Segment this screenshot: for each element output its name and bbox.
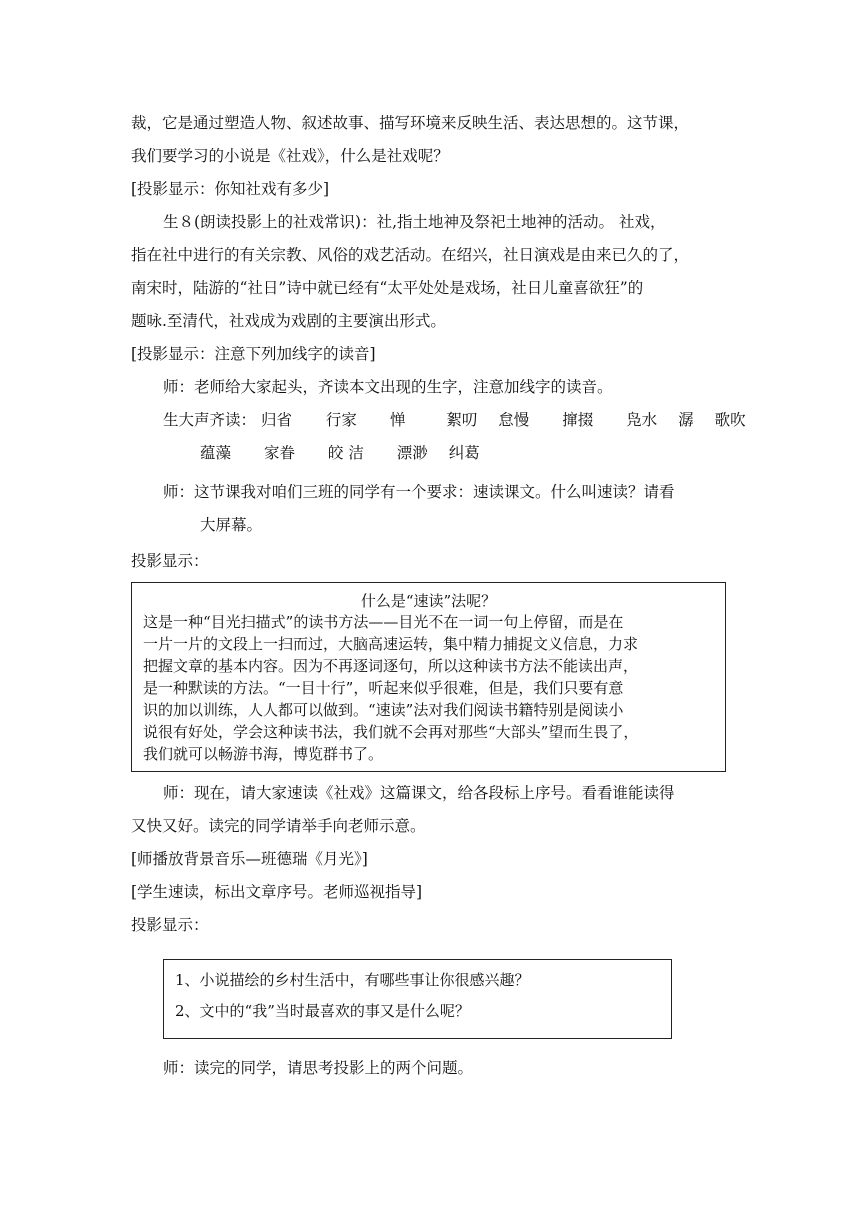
box-line: 把握文章的基本内容。因为不再逐词逐句，所以这种读书方法不能读出声，: [143, 657, 639, 675]
paragraph-line: 师：读完的同学，请思考投影上的两个问题。: [163, 1059, 474, 1077]
vocab-word: 漂渺: [396, 444, 428, 462]
paragraph-line: 指在社中进行的有关宗教、风俗的戏艺活动。在绍兴，社日演戏是由来已久的了，: [131, 246, 690, 264]
projection-label: 投影显示：: [131, 552, 209, 570]
paragraph-line: 裁，它是通过塑造人物、叙述故事、描写环境来反映生活、表达思想的。这节课，: [131, 114, 690, 132]
speed-reading-box: [131, 582, 726, 772]
vocab-word: 歌吹: [714, 411, 746, 429]
box-line: 说很有好处，学会这种读书法，我们就不会再对那些“大部头”望而生畏了，: [143, 723, 639, 741]
box-line: 这是一种“目光扫描式”的读书方法——目光不在一词一句上停留，而是在: [143, 613, 624, 631]
paragraph-line: 师：现在，请大家速读《社戏》这篇课文，给各段标上序号。看看谁能读得: [163, 784, 675, 802]
box-title: 什么是“速读”法呢？: [360, 592, 497, 610]
paragraph-line: 南宋时，陆游的“社日”诗中就已经有“太平处处是戏场，社日儿童喜欲狂”的: [131, 279, 644, 297]
projection-label: 投影显示：: [131, 916, 209, 934]
projection-note: [投影显示：你知社戏有多少]: [131, 180, 330, 198]
vocab-lead: 生大声齐读：: [163, 411, 257, 429]
vocab-word: 怠慢: [498, 411, 530, 429]
vocab-row-1: [163, 409, 746, 431]
box-line: 识的加以训练，人人都可以做到。“速读”法对我们阅读书籍特别是阅读小: [143, 701, 624, 719]
box-line: 一片一片的文段上一扫而过，大脑高速运转，集中精力捕捉文义信息，力求: [143, 635, 639, 653]
paragraph-line: 题咏.至清代，社戏成为戏剧的主要演出形式。: [131, 312, 446, 330]
question-item: 1、小说描绘的乡村生活中，有哪些事让你很感兴趣？: [175, 971, 530, 989]
stage-direction: [学生速读，标出文章序号。老师巡视指导]: [131, 883, 423, 901]
paragraph-line: 师：这节课我对咱们三班的同学有一个要求：速读课文。什么叫速读？请看: [163, 483, 675, 501]
vocab-word: 凫水: [626, 411, 658, 429]
paragraph-line: 生８(朗读投影上的社戏常识)：社,指土地神及祭祀土地神的活动。 社戏，: [163, 213, 666, 231]
vocab-word: 潺: [678, 411, 694, 429]
paragraph-line: 大屏幕。: [200, 516, 263, 534]
box-line: 是一种默读的方法。“一目十行”，听起来似乎很难，但是，我们只要有意: [143, 679, 624, 697]
vocab-word: 惮: [389, 411, 406, 429]
vocab-word: 家眷: [263, 444, 295, 462]
vocab-word: 纠葛: [448, 444, 480, 462]
vocab-word: 归省: [260, 411, 292, 429]
vocab-word: 撺掇: [562, 411, 594, 429]
paragraph-line: 又快又好。读完的同学请举手向老师示意。: [131, 817, 426, 835]
question-box: [163, 959, 672, 1039]
vocab-word: 行家: [325, 411, 357, 429]
vocab-word: 絮叨: [446, 411, 478, 429]
box-line: 我们就可以畅游书海，博览群书了。: [143, 745, 384, 763]
vocab-word: 蕴藻: [200, 444, 232, 462]
paragraph-line: 师：老师给大家起头，齐读本文出现的生字，注意加线字的读音。: [163, 378, 613, 396]
paragraph-line: 我们要学习的小说是《社戏》，什么是社戏呢？: [131, 147, 449, 165]
vocab-row-2: [200, 442, 480, 464]
stage-direction: [师播放背景音乐—班德瑞《月光》]: [131, 850, 368, 868]
projection-note: [投影显示：注意下列加线字的读音]: [131, 345, 376, 363]
vocab-word: 皎 洁: [327, 444, 364, 462]
question-item: 2、文中的“我”当时最喜欢的事又是什么呢？: [175, 1002, 470, 1020]
